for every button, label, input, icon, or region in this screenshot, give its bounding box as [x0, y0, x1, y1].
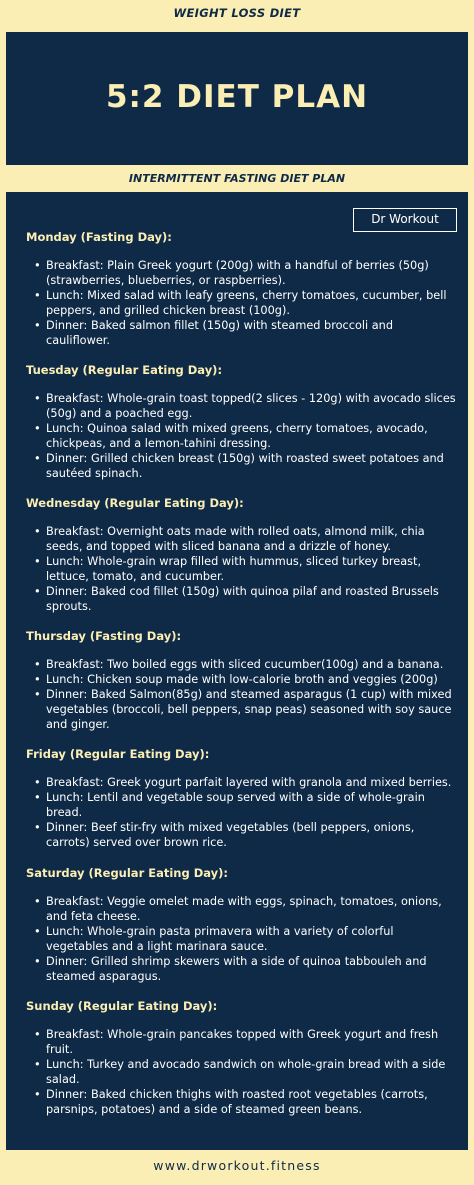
meal-item: • Lunch: Lentil and vegetable soup served with a side of whole-grain bread. — [26, 790, 456, 820]
top-label: WEIGHT LOSS DIET — [173, 6, 301, 20]
hero-banner — [6, 32, 468, 165]
day-section-monday — [26, 230, 456, 348]
subtitle: INTERMITTENT FASTING DIET PLAN — [128, 172, 346, 185]
meal-item: • Dinner: Grilled shrimp skewers with a side of quinoa tabbouleh and steamed asparagus. — [26, 954, 456, 984]
footer-url: www.drworkout.fitness — [153, 1158, 321, 1173]
meal-item: • Dinner: Baked cod fillet (150g) with quinoa pilaf and roasted Brussels sprouts. — [26, 584, 456, 614]
author-badge: Dr Workout — [353, 208, 457, 232]
meal-item: • Dinner: Baked salmon fillet (150g) with steamed broccoli and cauliflower. — [26, 318, 456, 348]
meal-item: • Breakfast: Plain Greek yogurt (200g) with a handful of berries (50g) (strawberries, blueberries, or raspberries). — [26, 258, 456, 288]
day-section-thursday — [26, 629, 456, 732]
day-section-saturday — [26, 866, 456, 984]
meal-item: • Breakfast: Two boiled eggs with sliced cucumber(100g) and a banana. — [26, 657, 456, 672]
meal-item: • Lunch: Quinoa salad with mixed greens, cherry tomatoes, avocado, chickpeas, and a lemon-tahini dressing. — [26, 421, 456, 451]
meal-item: • Lunch: Whole-grain pasta primavera with a variety of colorful vegetables and a light marinara sauce. — [26, 924, 456, 954]
day-title: Thursday (Fasting Day): — [26, 629, 182, 643]
day-section-friday — [26, 747, 456, 850]
meal-item: • Breakfast: Greek yogurt parfait layered with granola and mixed berries. — [26, 775, 456, 790]
day-title: Sunday (Regular Eating Day): — [26, 999, 218, 1013]
meal-item: • Lunch: Chicken soup made with low-calorie broth and veggies (200g) — [26, 672, 456, 687]
meal-item: • Breakfast: Whole-grain toast topped(2 slices - 120g) with avocado slices (50g) and a poached egg. — [26, 391, 456, 421]
meal-item: • Lunch: Mixed salad with leafy greens, cherry tomatoes, cucumber, bell peppers, and grilled chicken breast (100g). — [26, 288, 456, 318]
meal-item: • Lunch: Turkey and avocado sandwich on whole-grain bread with a side salad. — [26, 1057, 456, 1087]
meal-item: • Dinner: Beef stir-fry with mixed vegetables (bell peppers, onions, carrots) served over brown rice. — [26, 820, 456, 850]
meal-item: • Breakfast: Overnight oats made with rolled oats, almond milk, chia seeds, and topped with sliced banana and a drizzle of honey. — [26, 524, 456, 554]
meal-item: • Breakfast: Whole-grain pancakes topped with Greek yogurt and fresh fruit. — [26, 1027, 456, 1057]
day-section-sunday — [26, 999, 456, 1117]
page-title: 5:2 DIET PLAN — [105, 79, 369, 115]
day-section-tuesday — [26, 363, 456, 481]
day-title: Friday (Regular Eating Day): — [26, 747, 210, 761]
day-title: Wednesday (Regular Eating Day): — [26, 496, 244, 510]
diet-plan-panel — [6, 192, 468, 1150]
meal-item: • Lunch: Whole-grain wrap filled with hummus, sliced turkey breast, lettuce, tomato, and cucumber. — [26, 554, 456, 584]
day-title: Tuesday (Regular Eating Day): — [26, 363, 223, 377]
day-title: Monday (Fasting Day): — [26, 230, 172, 244]
meal-item: • Breakfast: Veggie omelet made with eggs, spinach, tomatoes, onions, and feta cheese. — [26, 894, 456, 924]
meal-item: • Dinner: Baked chicken thighs with roasted root vegetables (carrots, parsnips, potatoes) and a side of steamed green beans. — [26, 1087, 456, 1117]
day-title: Saturday (Regular Eating Day): — [26, 866, 229, 880]
meal-item: • Dinner: Grilled chicken breast (150g) with roasted sweet potatoes and sautéed spinach. — [26, 451, 456, 481]
meal-item: • Dinner: Baked Salmon(85g) and steamed asparagus (1 cup) with mixed vegetables (broccoli, bell peppers, snap peas) seasoned with soy sauce and ginger. — [26, 687, 456, 732]
day-section-wednesday — [26, 496, 456, 614]
